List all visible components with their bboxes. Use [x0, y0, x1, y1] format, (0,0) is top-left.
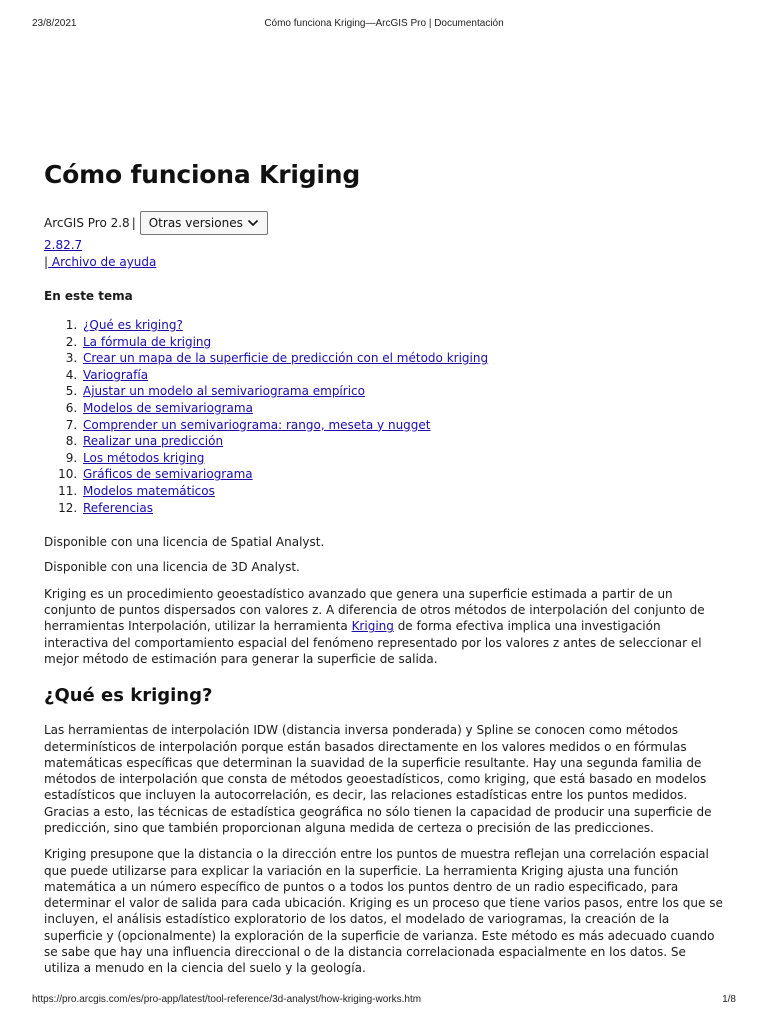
toc-item: [81, 433, 724, 450]
print-footer: [32, 994, 736, 1008]
section1-paragraph-2: Kriging presupone que la distancia o la dirección entre los puntos de muestra reflejan una correlación espacial que puede utilizarse para explicar la variación en la superficie. La herramienta Kriging ajusta una función matemática a un número específico de puntos o a todos los puntos dentro de un radio especificado, para determinar el valor de salida para cada ubicación. Kriging es un proceso que tiene varios pasos, entre los que se incluyen, el análisis estadístico exploratorio de los datos, el modelado de variogramas, la creación de la superficie y (opcionalmente) la exploración de la superficie de varianza. Este método es más adecuado cuando se sabe que hay una influencia direccional o de la distancia correlacionada espacialmente en los datos. Se utiliza a menudo en la ciencia del suelo y la geología.: [44, 847, 723, 976]
toc-link[interactable]: Realizar una predicción: [83, 434, 224, 449]
intro-paragraph: [44, 586, 724, 667]
toc-item: [81, 417, 724, 434]
toc-item: [81, 350, 724, 367]
toc-link[interactable]: Modelos de semivariograma: [83, 400, 253, 415]
version-link[interactable]: 2.82.7: [44, 238, 83, 252]
toc-link[interactable]: Comprender un semivariograma: rango, meseta y nugget: [83, 417, 431, 432]
toc-item: [81, 483, 724, 500]
toc-item: [81, 500, 724, 517]
version-row: [44, 211, 724, 235]
toc-link[interactable]: Ajustar un modelo al semivariograma empírico: [83, 384, 365, 399]
toc-link[interactable]: Modelos matemáticos: [83, 483, 215, 498]
intro-text-before: Kriging es un procedimiento geoestadístico avanzado que genera una superficie estimada a partir de un conjunto de puntos dispersados con valores z. A diferencia de otros métodos de interpolación del conjunto de herramientas Interpolación, utilizar la herramienta: [44, 586, 705, 634]
help-archive-link[interactable]: Archivo de ayuda: [48, 255, 157, 269]
other-versions-button[interactable]: [140, 211, 268, 235]
toc-link[interactable]: La fórmula de kriging: [83, 334, 212, 349]
section1-paragraph-1: Las herramientas de interpolación IDW (distancia inversa ponderada) y Spline se conocen como métodos determinísticos de interpolación porque están basados directamente en los valores medidos o en fórmulas matemáticas específicas que determinan la suavidad de la superficie resultante. Hay una segunda familia de métodos de interpolación que consta de métodos geoestadísticos, como kriging, que está basado en modelos estadísticos que incluyen la autocorrelación, es decir, las relaciones estadísticas entre los puntos medidos. Gracias a esto, las técnicas de estadística geográfica no sólo tienen la capacidad de producir una superficie de predicción, sino que también proporcionan alguna medida de certeza o precisión de las predicciones.: [44, 723, 712, 835]
toc-item: [81, 466, 724, 483]
page-number: 1/8: [722, 994, 736, 1005]
toc-link[interactable]: Referencias: [83, 500, 153, 515]
intro-text-after: de forma efectiva implica una investigación interactiva del comportamiento espacial del fenómeno representado por los valores z antes de seleccionar el mejor método de estimación para generar la superficie de salida.: [44, 619, 702, 666]
toc-item: [81, 383, 724, 400]
license-3d-analyst: Disponible con una licencia de 3D Analyst.: [44, 560, 300, 575]
print-header: [32, 18, 736, 32]
print-date: 23/8/2021: [32, 18, 77, 29]
other-versions-label: Otras versiones: [148, 216, 243, 230]
toc-link[interactable]: Crear un mapa de la superficie de predicción con el método kriging: [83, 351, 489, 366]
product-version: ArcGIS Pro 2.8: [44, 216, 130, 230]
page-title: Cómo funciona Kriging: [44, 160, 361, 189]
toc-item: [81, 334, 724, 351]
help-archive-separator: |: [44, 255, 49, 269]
main-content: [44, 160, 724, 977]
help-archive-row: [44, 254, 724, 271]
toc-item: [81, 400, 724, 417]
print-page-title: Cómo funciona Kriging—ArcGIS Pro | Documentación: [264, 18, 504, 29]
toc-list: [44, 317, 724, 516]
toc-link[interactable]: Los métodos kriging: [83, 450, 205, 465]
version-separator: |: [131, 216, 136, 230]
toc-item: [81, 450, 724, 467]
toc-link[interactable]: ¿Qué es kriging?: [83, 318, 183, 332]
toc-item: [81, 367, 724, 384]
toc-link[interactable]: Gráficos de semivariograma: [83, 467, 253, 482]
print-url: https://pro.arcgis.com/es/pro-app/latest/tool-reference/3d-analyst/how-kriging-works.htm: [32, 994, 422, 1005]
kriging-tool-link[interactable]: Kriging: [351, 619, 394, 634]
license-spatial-analyst: Disponible con una licencia de Spatial Analyst.: [44, 535, 325, 550]
section-heading-what-is-kriging: ¿Qué es kriging?: [44, 685, 213, 707]
toc-link[interactable]: Variografía: [83, 367, 149, 382]
chevron-down-icon: [247, 217, 259, 229]
toc-heading: En este tema: [44, 289, 133, 303]
toc-item: [81, 317, 724, 334]
